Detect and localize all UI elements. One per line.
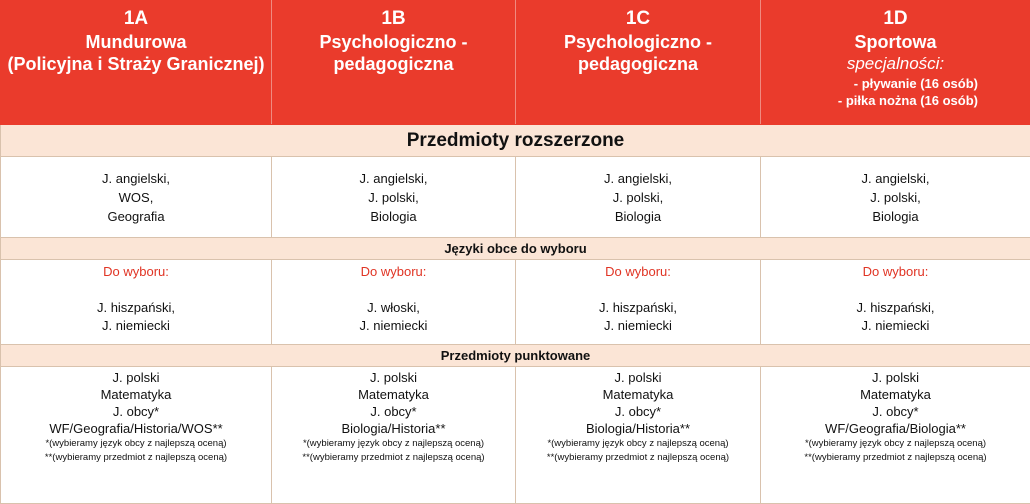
scored-subject: J. polski [272,369,515,386]
header-cell-1c [516,1,761,125]
class-code: 1C [516,7,760,31]
subject: J. polski, [516,188,760,207]
scored-cell [1,367,272,504]
class-name-line: Psychologiczno - [516,31,760,53]
class-name-line: pedagogiczna [516,53,760,75]
extended-cell [1,157,272,238]
section-extended-row [1,125,1030,157]
header-row [1,1,1030,125]
subject: Biologia [272,207,515,226]
class-name-line: pedagogiczna [272,53,515,75]
class-code: 1A [1,7,271,31]
languages-cell [761,260,1030,345]
language: J. hiszpański, [1,299,271,317]
scored-subject: J. obcy* [1,403,271,420]
language: J. niemiecki [1,317,271,335]
languages-cell [272,260,516,345]
language: J. hiszpański, [516,299,760,317]
scored-cell [516,367,761,504]
footnote: **(wybieramy przedmiot z najlepszą oceną) [761,451,1030,465]
scored-cell [272,367,516,504]
language: J. niemiecki [761,317,1030,335]
footnote: **(wybieramy przedmiot z najlepszą oceną) [1,451,271,465]
scored-cell [761,367,1030,504]
scored-subject: J. polski [1,369,271,386]
class-code: 1B [272,7,515,31]
scored-subject: J. obcy* [516,403,760,420]
scored-subject: Matematyka [761,386,1030,403]
extended-cell [516,157,761,238]
choice-label: Do wyboru: [516,263,760,281]
scored-subject: Matematyka [516,386,760,403]
section-title-languages: Języki obce do wyboru [1,238,1030,260]
scored-subject: Biologia/Historia** [272,420,515,437]
specialties-label: specjalności: [761,53,1030,75]
subject: J. angielski, [761,169,1030,188]
subject: J. angielski, [1,169,271,188]
class-name-line: (Policyjna i Straży Granicznej) [1,53,271,75]
scored-subject: J. polski [516,369,760,386]
scored-subject: Biologia/Historia** [516,420,760,437]
subject: J. angielski, [516,169,760,188]
specialty-item: - pływanie (16 osób) [761,75,1030,92]
header-cell-1b [272,1,516,125]
subject: WOS, [1,188,271,207]
section-scored-row [1,345,1030,367]
class-name-line: Psychologiczno - [272,31,515,53]
section-languages-row [1,238,1030,260]
section-title-scored: Przedmioty punktowane [1,345,1030,367]
header-cell-1a [1,1,272,125]
footnote: *(wybieramy język obcy z najlepszą oceną) [1,437,271,451]
languages-cell [516,260,761,345]
subject: Biologia [761,207,1030,226]
extended-cell [272,157,516,238]
footnote: **(wybieramy przedmiot z najlepszą oceną) [516,451,760,465]
class-name-line: Sportowa [761,31,1030,53]
scored-subject: Matematyka [272,386,515,403]
scored-subjects-row [1,367,1030,504]
choice-label: Do wyboru: [761,263,1030,281]
scored-subject: J. polski [761,369,1030,386]
extended-cell [761,157,1030,238]
subject: J. polski, [272,188,515,207]
footnote: **(wybieramy przedmiot z najlepszą oceną) [272,451,515,465]
scored-subject: WF/Geografia/Biologia** [761,420,1030,437]
subject: J. polski, [761,188,1030,207]
choice-label: Do wyboru: [272,263,515,281]
footnote: *(wybieramy język obcy z najlepszą oceną) [272,437,515,451]
subject: Geografia [1,207,271,226]
class-code: 1D [761,7,1030,31]
scored-subject: J. obcy* [272,403,515,420]
footnote: *(wybieramy język obcy z najlepszą oceną) [761,437,1030,451]
language: J. włoski, [272,299,515,317]
specialty-item: - piłka nożna (16 osób) [761,92,1030,109]
language: J. niemiecki [272,317,515,335]
language: J. niemiecki [516,317,760,335]
scored-subject: J. obcy* [761,403,1030,420]
languages-cell [1,260,272,345]
subject: Biologia [516,207,760,226]
subject: J. angielski, [272,169,515,188]
choice-label: Do wyboru: [1,263,271,281]
scored-subject: Matematyka [1,386,271,403]
scored-subject: WF/Geografia/Historia/WOS** [1,420,271,437]
section-title-extended: Przedmioty rozszerzone [1,125,1030,157]
class-name-line: Mundurowa [1,31,271,53]
extended-subjects-row [1,157,1030,238]
header-cell-1d [761,1,1030,125]
language: J. hiszpański, [761,299,1030,317]
footnote: *(wybieramy język obcy z najlepszą oceną) [516,437,760,451]
languages-row [1,260,1030,345]
